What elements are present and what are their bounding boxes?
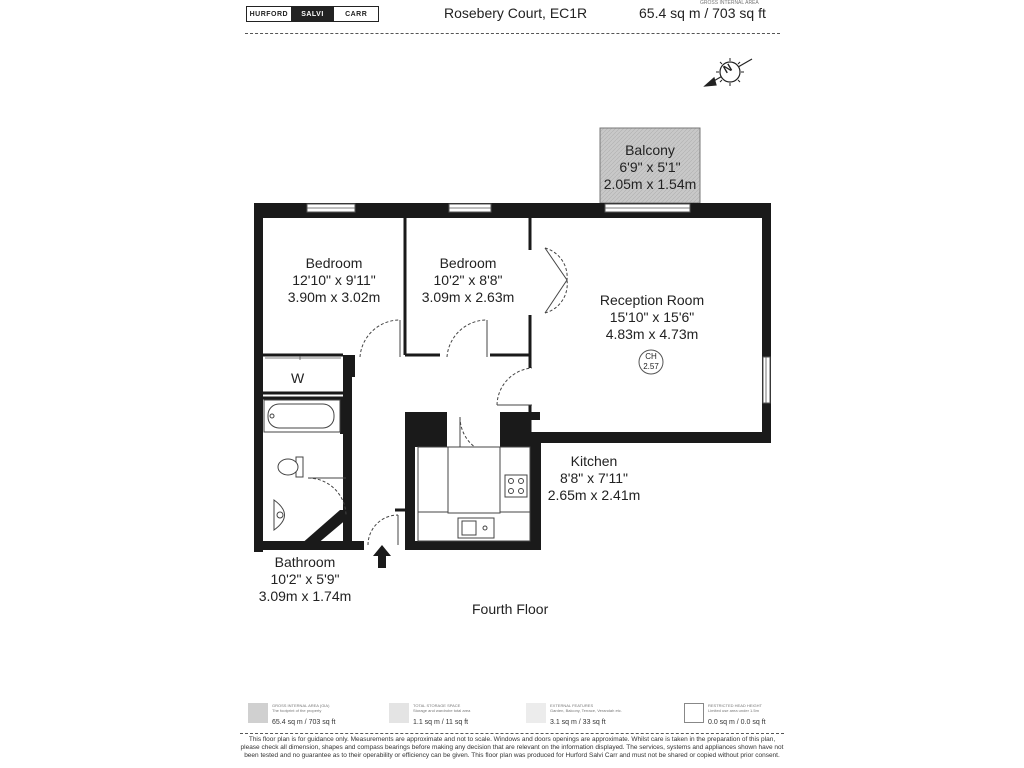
bathtub	[264, 400, 340, 432]
room-imperial: 10'2" x 5'9"	[270, 571, 340, 587]
room-name: Kitchen	[570, 453, 618, 469]
room-bathroom	[250, 554, 360, 605]
room-balcony	[600, 142, 700, 193]
logo-part-1: HURFORD	[249, 10, 289, 18]
room-name: Bathroom	[274, 554, 336, 570]
legend-value: 3.1 sq m / 33 sq ft	[550, 719, 606, 726]
ch-label: CH	[645, 352, 657, 361]
legend-title: GROSS INTERNAL AREA (GIA)	[272, 703, 330, 708]
room-metric: 2.65m x 2.41m	[547, 487, 641, 503]
legend-value: 65.4 sq m / 703 sq ft	[272, 719, 336, 726]
ch-badge	[639, 352, 663, 372]
legend-storage	[389, 703, 470, 729]
wardrobe-label: W	[291, 370, 305, 386]
room-imperial: 15'10" x 15'6"	[609, 309, 695, 325]
room-name: Reception Room	[599, 292, 705, 308]
legend-sub: Limited use area under 1.5m	[708, 708, 759, 713]
room-metric: 3.09m x 1.74m	[258, 588, 352, 604]
legend-title: EXTERNAL FEATURES	[550, 703, 594, 708]
room-imperial: 10'2" x 8'8"	[433, 272, 503, 288]
room-name: Balcony	[625, 142, 675, 158]
room-bedroom-1	[274, 255, 394, 306]
room-imperial: 8'8" x 7'11"	[560, 470, 628, 486]
legend-title: TOTAL STORAGE SPACE	[413, 703, 461, 708]
legend-swatch	[526, 703, 546, 723]
entrance-arrow	[373, 545, 391, 568]
storage-icon	[389, 703, 409, 723]
legend-value: 0.0 sq m / 0.0 sq ft	[708, 719, 766, 726]
wardrobe	[265, 356, 341, 360]
legend-sub: Storage and wardrobe total area	[413, 708, 471, 713]
footer-divider	[240, 733, 784, 734]
logo-part-2: SALVI	[291, 7, 335, 21]
legend-external	[526, 703, 622, 729]
compass-north-label: N	[721, 61, 735, 77]
basin	[274, 500, 285, 530]
legend-sub: The footprint of the property	[272, 708, 322, 713]
room-metric: 3.90m x 3.02m	[287, 289, 381, 305]
legend-value: 1.1 sq m / 11 sq ft	[413, 719, 469, 726]
property-address: Rosebery Court, EC1R	[444, 5, 588, 21]
room-name: Bedroom	[305, 255, 363, 271]
legend-gia	[248, 703, 335, 729]
room-imperial: 12'10" x 9'11"	[292, 272, 376, 288]
legend-swatch	[248, 703, 268, 723]
room-metric: 2.05m x 1.54m	[603, 176, 697, 192]
legend-title: RESTRICTED HEAD HEIGHT	[708, 703, 763, 708]
room-metric: 3.09m x 2.63m	[421, 289, 515, 305]
disclaimer-text: This floor plan is for guidance only. Measurements are approximate and not to scale. Windows and doors openings are approximate. Whilst care is taken in the preparation of this plan, please check all dimension, shapes and compass bearings before making any decision that are relevant on the information displayed. The services, systems and appliances shown have not been tested and no guarantee as to their operability or efficiency can be given. This floor plan was produced for Hurford Salvi Carr and must not be shared or copied without prior consent.	[240, 736, 784, 759]
toilet	[278, 457, 303, 477]
ch-value: 2.57	[643, 362, 659, 371]
legend-head-height	[684, 703, 766, 729]
room-metric: 4.83m x 4.73m	[605, 326, 699, 342]
kitchen-units	[418, 447, 530, 541]
room-kitchen	[538, 453, 650, 504]
legend-sub: Garden, Balcony, Terrace, Verandah etc.	[550, 708, 622, 713]
room-imperial: 6'9" x 5'1"	[619, 159, 681, 175]
room-name: Bedroom	[439, 255, 497, 271]
room-reception	[582, 292, 722, 343]
logo-part-3: CARR	[345, 10, 368, 18]
room-bedroom-2	[412, 255, 524, 306]
floor-label: Fourth Floor	[472, 601, 549, 617]
area-value: 65.4 sq m / 703 sq ft	[639, 5, 766, 21]
person-icon	[684, 703, 704, 723]
area-label: GROSS INTERNAL AREA	[700, 0, 759, 6]
